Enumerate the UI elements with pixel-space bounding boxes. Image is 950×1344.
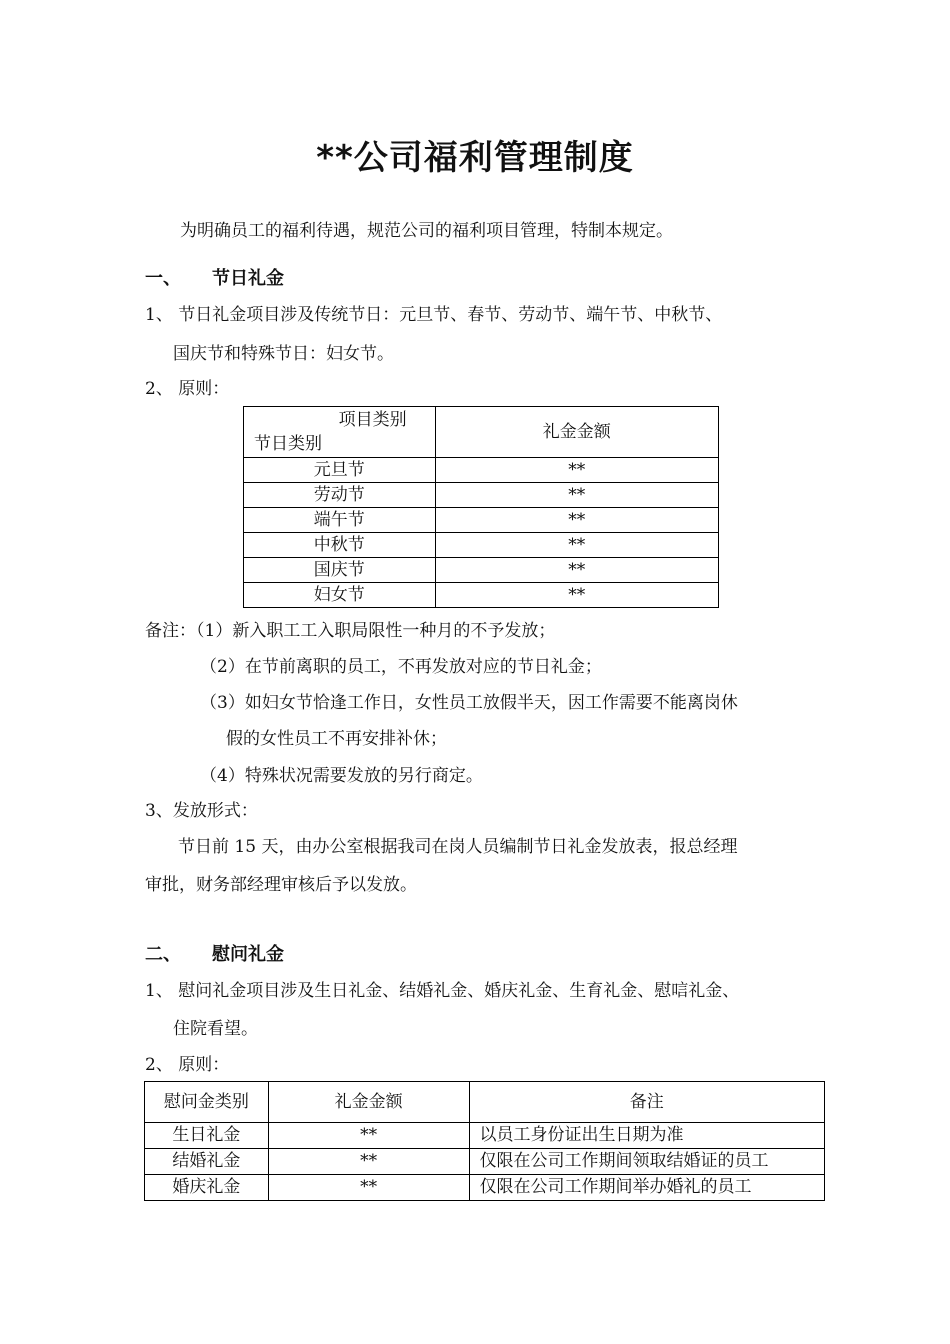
header-amount: 礼金金额 (435, 407, 718, 458)
type-cell: 结婚礼金 (145, 1149, 269, 1175)
amount-cell: ** (435, 583, 718, 608)
table-header-row (145, 1082, 825, 1123)
section2-item1-line1: 1、 慰问礼金项目涉及生日礼金、结婚礼金、婚庆礼金、生育礼金、慰唁礼金、 (145, 981, 740, 1001)
section2-item1-line2: 住院看望。 (173, 1019, 258, 1039)
section2-number: 二、 (145, 944, 181, 965)
table-row (145, 1175, 825, 1201)
holiday-cell: 国庆节 (244, 558, 436, 583)
holiday-gift-table (243, 406, 719, 608)
holiday-cell: 元旦节 (244, 458, 436, 483)
amount-cell: ** (268, 1123, 469, 1149)
holiday-cell: 中秋节 (244, 533, 436, 558)
section1-item3-p1: 节日前 15 天，由办公室根据我司在岗人员编制节日礼金发放表，报总经理 (178, 837, 738, 857)
note-3-line2: 假的女性员工不再安排补休； (226, 729, 447, 749)
holiday-cell: 端午节 (244, 508, 436, 533)
table-row (244, 533, 719, 558)
table-header-row (244, 407, 719, 458)
table-row (244, 583, 719, 608)
type-cell: 婚庆礼金 (145, 1175, 269, 1201)
amount-cell: ** (435, 458, 718, 483)
diagonal-header-cell (244, 407, 436, 458)
note-cell: 仅限在公司工作期间举办婚礼的员工 (469, 1175, 824, 1201)
header-holiday-category: 节日类别 (254, 434, 322, 454)
header-item-category: 项目类别 (338, 410, 407, 430)
table-row (244, 458, 719, 483)
table-row (244, 483, 719, 508)
amount-cell: ** (435, 533, 718, 558)
table-row (145, 1123, 825, 1149)
note-cell: 仅限在公司工作期间领取结婚证的员工 (469, 1149, 824, 1175)
note-2: （2）在节前离职的员工，不再发放对应的节日礼金； (200, 657, 602, 677)
table-row (145, 1149, 825, 1175)
section2-heading: 慰问礼金 (212, 944, 284, 965)
type-cell: 生日礼金 (145, 1123, 269, 1149)
note-1: 备注：（1）新入职工工入职局限性一种月的不予发放； (145, 621, 556, 641)
section1-item2: 2、 原则： (145, 379, 230, 399)
table-row (244, 558, 719, 583)
section1-item3: 3、发放形式： (145, 801, 258, 821)
amount-cell: ** (435, 508, 718, 533)
amount-cell: ** (268, 1175, 469, 1201)
note-3-line1: （3）如妇女节恰逢工作日，女性员工放假半天，因工作需要不能离岗休 (200, 693, 738, 713)
holiday-cell: 劳动节 (244, 483, 436, 508)
header-note: 备注 (469, 1082, 824, 1123)
page-title: **公司福利管理制度 (316, 138, 634, 178)
amount-cell: ** (268, 1149, 469, 1175)
amount-cell: ** (435, 558, 718, 583)
condolence-gift-table (144, 1081, 825, 1201)
holiday-cell: 妇女节 (244, 583, 436, 608)
section1-heading: 节日礼金 (212, 268, 284, 289)
section2-item2: 2、 原则： (145, 1055, 230, 1075)
header-amount: 礼金金额 (268, 1082, 469, 1123)
amount-cell: ** (435, 483, 718, 508)
header-type: 慰问金类别 (145, 1082, 269, 1123)
section1-item1-line2: 国庆节和特殊节日：妇女节。 (173, 344, 394, 364)
section1-item3-p2: 审批，财务部经理审核后予以发放。 (145, 875, 417, 895)
section1-number: 一、 (145, 268, 181, 289)
note-cell: 以员工身份证出生日期为准 (469, 1123, 824, 1149)
section1-item1-line1: 1、 节日礼金项目涉及传统节日：元旦节、春节、劳动节、端午节、中秋节、 (145, 305, 723, 325)
table-row (244, 508, 719, 533)
note-4: （4）特殊状况需要发放的另行商定。 (200, 766, 483, 786)
intro-paragraph: 为明确员工的福利待遇，规范公司的福利项目管理，特制本规定。 (180, 221, 673, 241)
